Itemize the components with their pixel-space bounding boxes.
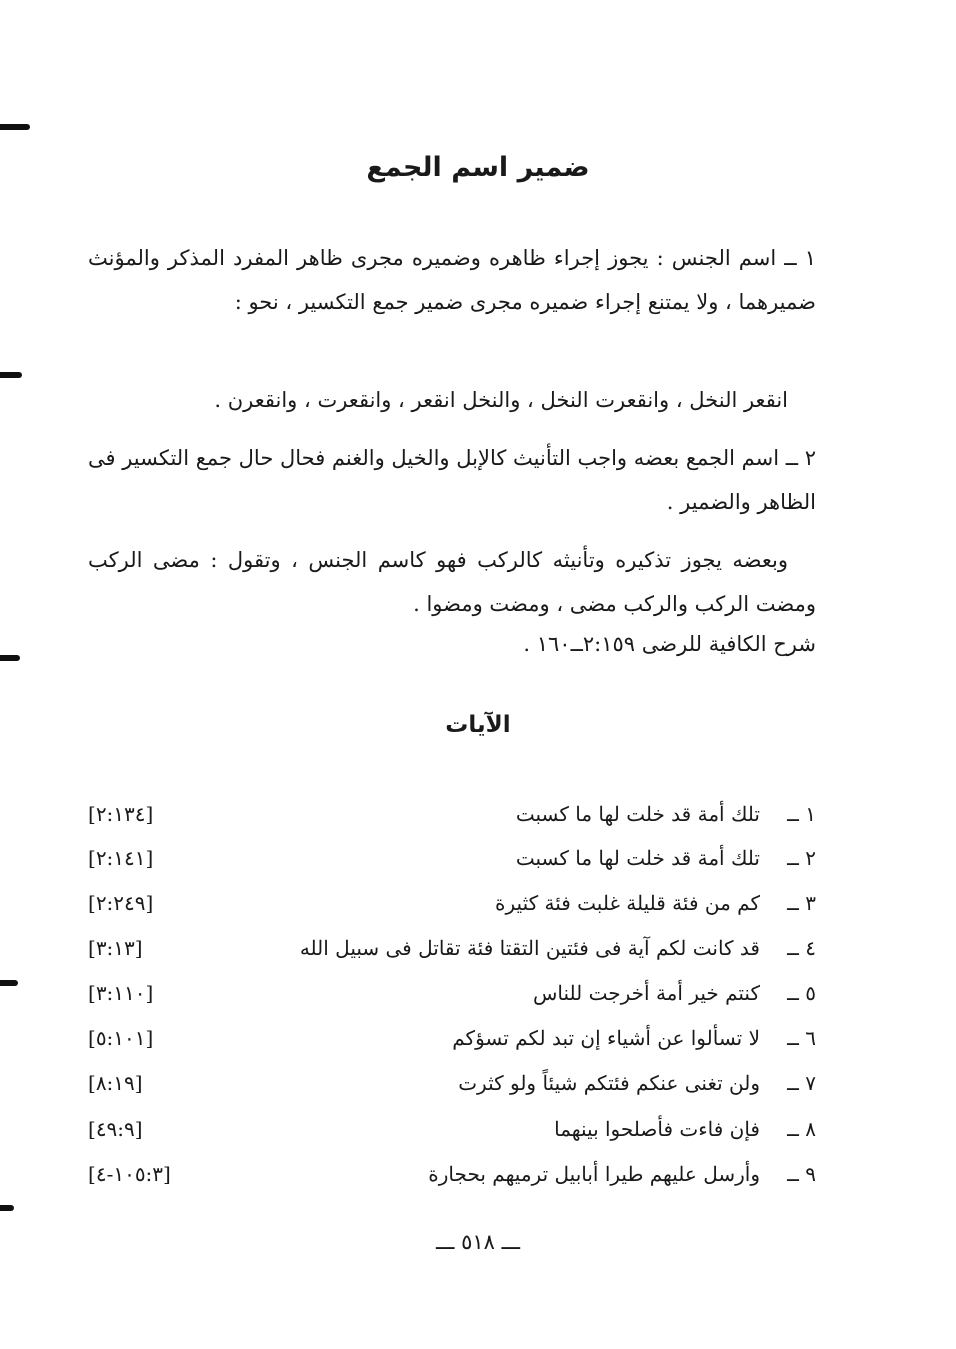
paragraph-1: ١ ــ اسم الجنس : يجوز إجراء ظاهره وضميره مجرى ظاهر المفرد المذكر والمؤنث ضميرهما ، ولا يمتنع إجراء ضميره مجرى ضمير جمع التكسير ، نحو : [88,246,816,314]
verse-text: فإن فاءت فأصلحوا بينهما [554,1117,760,1141]
scan-edge-mark [0,372,22,378]
verse-number: ٧ ــ [787,1071,816,1095]
verse-number: ٣ ــ [787,891,816,915]
scan-edge-mark [0,124,30,130]
verse-text: ولن تغنى عنكم فئتكم شيئاً ولو كثرت [458,1071,760,1095]
verse-number: ٦ ــ [787,1026,816,1050]
verse-row [88,1018,816,1058]
verse-text: تلك أمة قد خلت لها ما كسبت [515,846,760,870]
page-number: ـــ ٥١٨ ـــ [435,1230,521,1254]
verse-reference: [٢:١٤١] [88,846,154,870]
verse-row [88,1109,816,1149]
paragraph-4: وبعضه يجوز تذكيره وتأنيثه كالركب فهو كاسم الجنس ، وتقول : مضى الركب ومضت الركب والركب مضى ، ومضت ومضوا . [88,548,816,616]
verse-reference: [٢:٢٤٩] [88,891,154,915]
verse-text: وأرسل عليهم طيرا أبابيل ترميهم بحجارة [428,1162,760,1186]
verse-row [88,838,816,878]
verse-reference: [٣:١٣] [88,936,143,960]
scan-edge-mark [0,980,18,986]
verse-row [88,1154,816,1194]
verse-text: قد كانت لكم آية فى فئتين التقتا فئة تقاتل فى سبيل الله [299,936,760,960]
verse-reference: [١٠٥:٣-٤] [88,1162,171,1186]
verse-reference: [٢:١٣٤] [88,802,154,826]
verse-reference: [٣:١١٠] [88,981,154,1005]
verse-reference: [٥:١٠١] [88,1026,154,1050]
verse-number: ٩ ــ [787,1162,816,1186]
source-citation: شرح الكافية للرضى ٢:١٥٩ــ١٦٠ . [523,632,816,656]
verse-row [88,794,816,834]
verse-number: ٨ ــ [787,1117,816,1141]
verse-reference: [٤٩:٩] [88,1117,143,1141]
verse-reference: [٨:١٩] [88,1071,143,1095]
paragraph-2: انقعر النخل ، وانقعرت النخل ، والنخل انقعر ، وانقعرت ، وانقعرن . [214,388,788,412]
verse-row [88,883,816,923]
scan-edge-mark [0,655,20,661]
verse-row [88,973,816,1013]
verse-text: تلك أمة قد خلت لها ما كسبت [515,802,760,826]
scan-edge-mark [0,1205,14,1211]
verses-heading: الآيات [445,712,511,738]
verse-number: ١ ــ [787,802,816,826]
verse-number: ٤ ــ [787,936,816,960]
paragraph-3: ٢ ــ اسم الجمع بعضه واجب التأنيث كالإبل والخيل والغنم فحال حال جمع التكسير فى الظاهر والضمير . [87,446,816,514]
verse-number: ٢ ــ [787,846,816,870]
page-title: ضمير اسم الجمع [366,152,590,183]
verse-row [88,1063,816,1103]
verse-row [88,928,816,968]
verse-text: لا تسألوا عن أشياء إن تبد لكم تسؤكم [452,1026,760,1050]
verse-text: كم من فئة قليلة غلبت فئة كثيرة [495,891,760,915]
verse-number: ٥ ــ [787,981,816,1005]
verse-text: كنتم خير أمة أخرجت للناس [533,981,760,1005]
